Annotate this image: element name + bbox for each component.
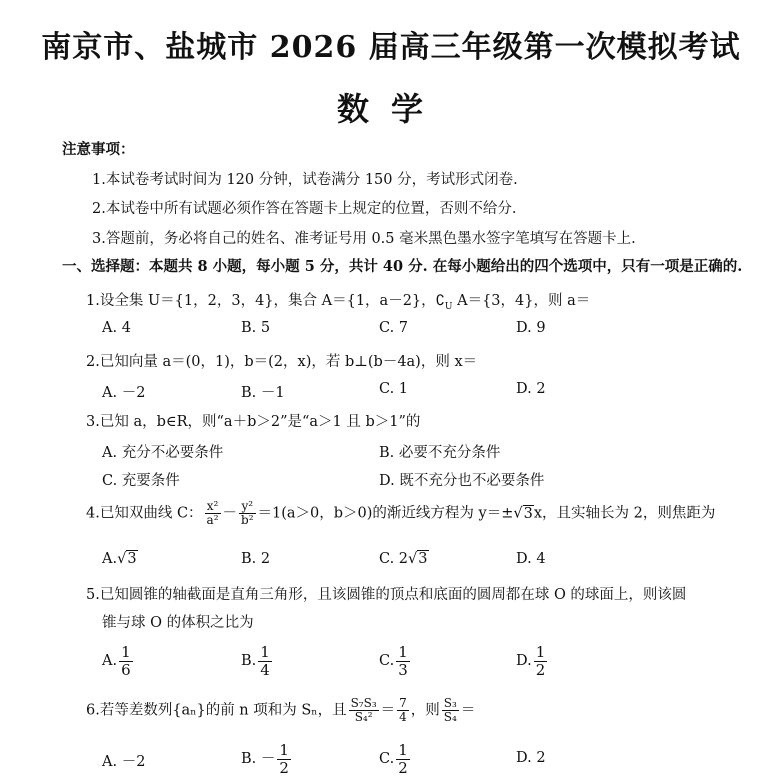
q6-option-a: A. －2 bbox=[102, 754, 146, 770]
question-1: 1.设全集 U＝{1，2，3，4}，集合 A＝{1，a－2}，$∁_U$ A＝{3，4}，则 a＝ bbox=[86, 293, 591, 312]
question-4: 4.已知双曲线 C： $\frac{\text{x²}}{\text{a²}}$ － $\frac{\text{y²}}{\text{b²}}$ ＝1(a＞0，b＞0)的渐近线方程为 y＝±√3x，且实轴长为 2，则焦距为 bbox=[86, 499, 716, 528]
q2-option-a: A. －2 bbox=[102, 385, 146, 401]
q1-option-a: A. 4 bbox=[102, 320, 131, 336]
q2-option-c: C. 1 bbox=[379, 381, 409, 397]
q5-option-c: C. $\frac{1}{3}$ bbox=[379, 643, 408, 679]
section-heading: 一、选择题：本题共 8 小题，每小题 5 分，共计 40 分. 在每小题给出的四个选项中，只有一项是正确的. bbox=[62, 258, 743, 275]
question-6: 6.若等差数列{aₙ}的前 n 项和为 Sₙ，且 $\frac{\text{S₇S₃}}{\text{S₄²}}$ ＝ $\frac{7}{4}$ ，则 $\frac{\text{S₃}}{\text{S₄}}$ ＝ bbox=[86, 696, 476, 725]
q6-option-d: D. 2 bbox=[516, 750, 546, 766]
q4-option-b: B. 2 bbox=[241, 551, 271, 567]
q5-option-a: A. $\frac{1}{6}$ bbox=[102, 643, 131, 679]
q3-option-b: B. 必要不充分条件 bbox=[379, 445, 501, 461]
q3-option-d: D. 既不充分也不必要条件 bbox=[379, 473, 545, 489]
question-3: 3.已知 a，b∈R，则“a＋b＞2”是“a＞1 且 b＞1”的 bbox=[86, 414, 421, 430]
q3-option-c: C. 充要条件 bbox=[102, 473, 180, 489]
page-title: 南京市、盐城市 2026 届高三年级第一次模拟考试 bbox=[41, 30, 741, 65]
q2-option-d: D. 2 bbox=[516, 381, 546, 397]
notice-item-3: 3.答题前，务必将自己的姓名、准考证号用 0.5 毫米黑色墨水签字笔填写在答题卡上. bbox=[92, 231, 636, 247]
subject-title: 数学 bbox=[336, 90, 445, 128]
q5-option-d: D. $\frac{1}{2}$ bbox=[516, 643, 546, 679]
question-5-line-1: 5.已知圆锥的轴截面是直角三角形，且该圆锥的顶点和底面的圆周都在球 O 的球面上，则该圆 bbox=[86, 587, 687, 603]
q6-option-c: C. $\frac{1}{2}$ bbox=[379, 741, 408, 777]
q4-option-c: C. 2√3 bbox=[379, 551, 428, 567]
q5-option-b: B. $\frac{1}{4}$ bbox=[241, 643, 270, 679]
question-2: 2.已知向量 a＝(0，1)，b＝(2，x)，若 b⊥(b－4a)，则 x＝ bbox=[86, 354, 478, 370]
question-5-line-2: 锥与球 O 的体积之比为 bbox=[102, 615, 254, 631]
q1-option-b: B. 5 bbox=[241, 320, 271, 336]
q6-option-b: B. － $\frac{1}{2}$ bbox=[241, 741, 289, 777]
q1-option-d: D. 9 bbox=[516, 320, 546, 336]
q4-option-d: D. 4 bbox=[516, 551, 546, 567]
q1-option-c: C. 7 bbox=[379, 320, 409, 336]
q4-frac-x: $\frac{\text{x²}}{\text{a²}}$ bbox=[206, 499, 219, 528]
q3-option-a: A. 充分不必要条件 bbox=[102, 445, 224, 461]
notice-item-1: 1.本试卷考试时间为 120 分钟，试卷满分 150 分，考试形式闭卷. bbox=[92, 172, 518, 188]
q2-option-b: B. －1 bbox=[241, 385, 285, 401]
notice-heading: 注意事项： bbox=[62, 141, 135, 158]
q4-frac-y: $\frac{\text{y²}}{\text{b²}}$ bbox=[241, 499, 254, 528]
notice-item-2: 2.本试卷中所有试题必须作答在答题卡上规定的位置，否则不给分. bbox=[92, 201, 517, 217]
q4-option-a: A.√3 bbox=[102, 551, 137, 567]
